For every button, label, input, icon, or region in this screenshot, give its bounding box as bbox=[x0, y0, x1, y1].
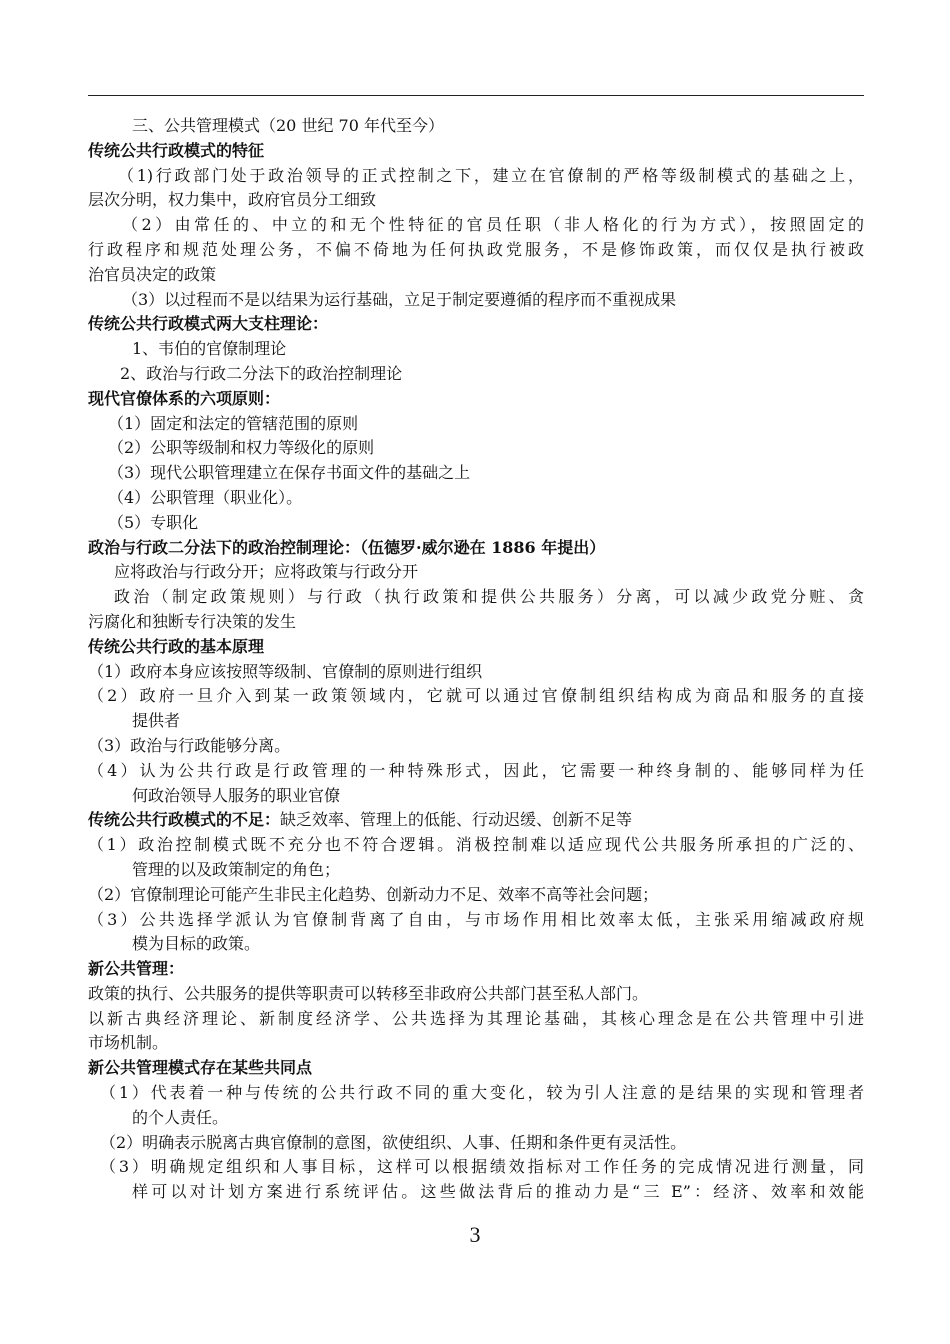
text-line: 行政程序和规范处理公务，不偏不倚地为任何执政党服务，不是修饰政策，而仅仅是执行被政 bbox=[88, 239, 864, 259]
text-line: （1）政治控制模式既不充分也不符合逻辑。消极控制难以适应现代公共服务所承担的广泛的、 bbox=[88, 835, 864, 855]
text-line bbox=[88, 808, 864, 833]
text-line: （2）由常任的、中立的和无个性特征的官员任职（非人格化的行为方式），按照固定的 bbox=[122, 215, 864, 235]
header-rule bbox=[88, 95, 864, 96]
section-heading: 新公共管理模式存在某些共同点 bbox=[88, 1058, 313, 1078]
text-line: 管理的以及政策制定的角色； bbox=[132, 859, 341, 879]
text-line: 2、政治与行政二分法下的政治控制理论 bbox=[120, 363, 403, 383]
section-heading: 传统公共行政的基本原理 bbox=[88, 636, 265, 656]
text-line: 治官员决定的政策 bbox=[88, 264, 217, 284]
text-line: （2）官僚制理论可能产生非民主化趋势、创新动力不足、效率不高等社会问题； bbox=[88, 884, 659, 904]
text-line: （1）固定和法定的管辖范围的原则 bbox=[108, 413, 359, 433]
page-content bbox=[88, 114, 864, 1205]
text-line: （4）认为公共行政是行政管理的一种特殊形式，因此，它需要一种终身制的、能够同样为任 bbox=[88, 760, 864, 780]
section-heading: 政治与行政二分法下的政治控制理论：（伍德罗·威尔逊在 1886 年提出） bbox=[88, 537, 606, 557]
text-line: 以新古典经济理论、新制度经济学、公共选择为其理论基础，其核心理念是在公共管理中引进 bbox=[88, 1008, 864, 1028]
text-line: （3）政治与行政能够分离。 bbox=[88, 735, 291, 755]
text-line: 何政治领导人服务的职业官僚 bbox=[132, 785, 341, 805]
text-line: 的个人责任。 bbox=[132, 1107, 229, 1127]
section-heading: 现代官僚体系的六项原则： bbox=[88, 388, 281, 408]
text-line: （2）公职等级制和权力等级化的原则 bbox=[108, 438, 375, 458]
text-line: （4）公职管理（职业化）。 bbox=[108, 487, 303, 507]
text-line: （3）明确规定组织和人事目标，这样可以根据绩效指标对工作任务的完成情况进行测量，同 bbox=[100, 1157, 864, 1177]
text-line: 1、韦伯的官僚制理论 bbox=[132, 339, 287, 359]
text-line: 层次分明，权力集中，政府官员分工细致 bbox=[88, 190, 377, 210]
section-heading: 新公共管理： bbox=[88, 959, 185, 979]
text-line: 市场机制。 bbox=[88, 1033, 169, 1053]
text-line: （1)行政部门处于政治领导的正式控制之下，建立在官僚制的严格等级制模式的基础之上， bbox=[118, 165, 864, 185]
text-line: 应将政治与行政分开；应将政策与行政分开 bbox=[114, 562, 419, 582]
section-heading: 传统公共行政模式两大支柱理论： bbox=[88, 314, 329, 334]
page-number: 3 bbox=[469, 1222, 481, 1247]
text-line: （1）政府本身应该按照等级制、官僚制的原则进行组织 bbox=[88, 661, 483, 681]
text-line: 模为目标的政策。 bbox=[132, 934, 261, 954]
text-line: 污腐化和独断专行决策的发生 bbox=[88, 611, 297, 631]
inline-text: 缺乏效率、管理上的低能、行动迟缓、创新不足等 bbox=[280, 810, 633, 830]
text-line: （2）政府一旦介入到某一政策领域内，它就可以通过官僚制组织结构成为商品和服务的直接 bbox=[88, 686, 864, 706]
text-line: （3）现代公职管理建立在保存书面文件的基础之上 bbox=[108, 463, 471, 483]
text-line: （3）以过程而不是以结果为运行基础，立足于制定要遵循的程序而不重视成果 bbox=[122, 289, 677, 309]
inline-heading: 传统公共行政模式的不足： bbox=[88, 810, 281, 830]
section-heading: 传统公共行政模式的特征 bbox=[88, 140, 265, 160]
text-line: （2）明确表示脱离古典官僚制的意图，欲使组织、人事、任期和条件更有灵活性。 bbox=[100, 1132, 687, 1152]
text-line: 政治（制定政策规则）与行政（执行政策和提供公共服务）分离，可以减少政党分赃、贪 bbox=[114, 587, 864, 607]
text-line: （3）公共选择学派认为官僚制背离了自由，与市场作用相比效率太低，主张采用缩减政府规 bbox=[88, 909, 864, 929]
text-line: 三、公共管理模式（20 世纪 70 年代至今） bbox=[132, 116, 444, 135]
text-line: （5）专职化 bbox=[108, 512, 199, 532]
text-line: 样可以对计划方案进行系统评估。这些做法背后的推动力是“三 E”：经济、效率和效能 bbox=[132, 1182, 864, 1202]
text-line: 提供者 bbox=[132, 711, 181, 731]
text-line: 政策的执行、公共服务的提供等职责可以转移至非政府公共部门甚至私人部门。 bbox=[88, 983, 649, 1003]
text-line: （1）代表着一种与传统的公共行政不同的重大变化，较为引人注意的是结果的实现和管理者 bbox=[100, 1083, 864, 1103]
